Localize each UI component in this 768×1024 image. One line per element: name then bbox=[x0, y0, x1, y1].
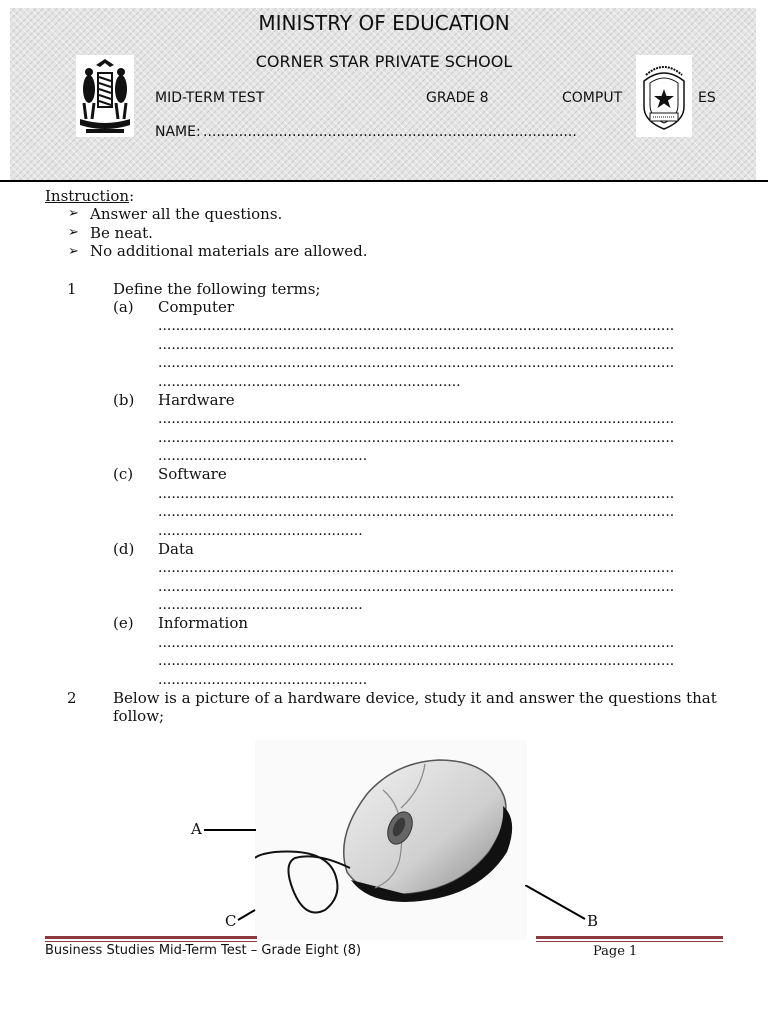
footer-rule-right-thin bbox=[536, 941, 723, 942]
answer-line[interactable]: .............................................. bbox=[158, 523, 363, 539]
grade-label: GRADE 8 bbox=[426, 90, 489, 106]
instruction-item: No additional materials are allowed. bbox=[90, 242, 368, 260]
answer-line[interactable]: .................................................................................................................... bbox=[158, 486, 675, 502]
label-c: C bbox=[225, 912, 237, 930]
instruction-item: Be neat. bbox=[90, 224, 153, 242]
part-letter: (b) bbox=[113, 391, 135, 409]
coat-of-arms-icon bbox=[76, 55, 134, 137]
name-field[interactable]: .................................................................................... bbox=[203, 124, 577, 140]
question-prompt: Define the following terms; bbox=[113, 280, 321, 298]
leader-line-c bbox=[236, 908, 256, 922]
part-letter: (d) bbox=[113, 540, 135, 558]
part-letter: (c) bbox=[113, 465, 134, 483]
answer-line[interactable]: .................................................................................................................... bbox=[158, 504, 675, 520]
page-number: Page 1 bbox=[593, 944, 638, 959]
leader-line-a bbox=[204, 829, 256, 831]
part-letter: (e) bbox=[113, 614, 134, 632]
arrow-bullet-icon: ➢ bbox=[68, 206, 79, 221]
answer-line[interactable]: ............................................... bbox=[158, 672, 368, 688]
instruction-item: Answer all the questions. bbox=[90, 205, 283, 223]
answer-line[interactable]: .................................................................................................................... bbox=[158, 635, 675, 651]
school-name: CORNER STAR PRIVATE SCHOOL bbox=[255, 52, 513, 71]
arrow-bullet-icon: ➢ bbox=[68, 225, 79, 240]
question-number: 1 bbox=[67, 280, 77, 298]
question-prompt-line-2: follow; bbox=[113, 707, 165, 725]
answer-line[interactable]: ............................................... bbox=[158, 448, 368, 464]
test-label: MID-TERM TEST bbox=[155, 90, 265, 106]
part-term: Information bbox=[158, 614, 249, 632]
answer-line[interactable]: .................................................................................................................... bbox=[158, 653, 675, 669]
answer-line[interactable]: .................................................................................................................... bbox=[158, 411, 675, 427]
ministry-title: MINISTRY OF EDUCATION bbox=[258, 11, 510, 35]
question-number: 2 bbox=[67, 689, 77, 707]
leader-line-b bbox=[525, 885, 587, 921]
instruction-heading bbox=[45, 187, 134, 205]
question-prompt-line-1: Below is a picture of a hardware device, study it and answer the questions that bbox=[113, 689, 717, 707]
part-term: Software bbox=[158, 465, 227, 483]
footer-title: Business Studies Mid-Term Test – Grade Eight (8) bbox=[45, 943, 362, 958]
answer-line[interactable]: .............................................. bbox=[158, 597, 363, 613]
answer-line[interactable]: .................................................................................................................... bbox=[158, 430, 675, 446]
footer-rule-left-thin bbox=[45, 941, 257, 942]
computer-mouse-picture bbox=[255, 740, 527, 940]
label-b: B bbox=[587, 912, 599, 930]
label-a: A bbox=[191, 820, 202, 838]
answer-line[interactable]: .................................................................................................................... bbox=[158, 337, 675, 353]
answer-line[interactable]: .................................................................................................................... bbox=[158, 560, 675, 576]
footer-rule-right bbox=[536, 936, 723, 939]
part-term: Hardware bbox=[158, 391, 235, 409]
header-divider bbox=[0, 180, 768, 182]
footer-rule-left bbox=[45, 936, 257, 939]
part-letter: (a) bbox=[113, 298, 134, 316]
answer-line[interactable]: .................................................................................................................... bbox=[158, 579, 675, 595]
part-term: Computer bbox=[158, 298, 235, 316]
instruction-colon: : bbox=[129, 187, 135, 205]
part-term: Data bbox=[158, 540, 194, 558]
arrow-bullet-icon: ➢ bbox=[68, 244, 79, 259]
answer-line[interactable]: .................................................................... bbox=[158, 374, 461, 390]
answer-line[interactable]: .................................................................................................................... bbox=[158, 318, 675, 334]
instruction-heading-text: Instruction bbox=[45, 187, 130, 205]
answer-line[interactable]: .................................................................................................................... bbox=[158, 355, 675, 371]
subject-label-left: COMPUT bbox=[562, 90, 623, 106]
subject-label-right: ES bbox=[698, 90, 716, 106]
name-label: NAME: bbox=[155, 124, 201, 140]
school-logo-icon bbox=[636, 55, 692, 137]
